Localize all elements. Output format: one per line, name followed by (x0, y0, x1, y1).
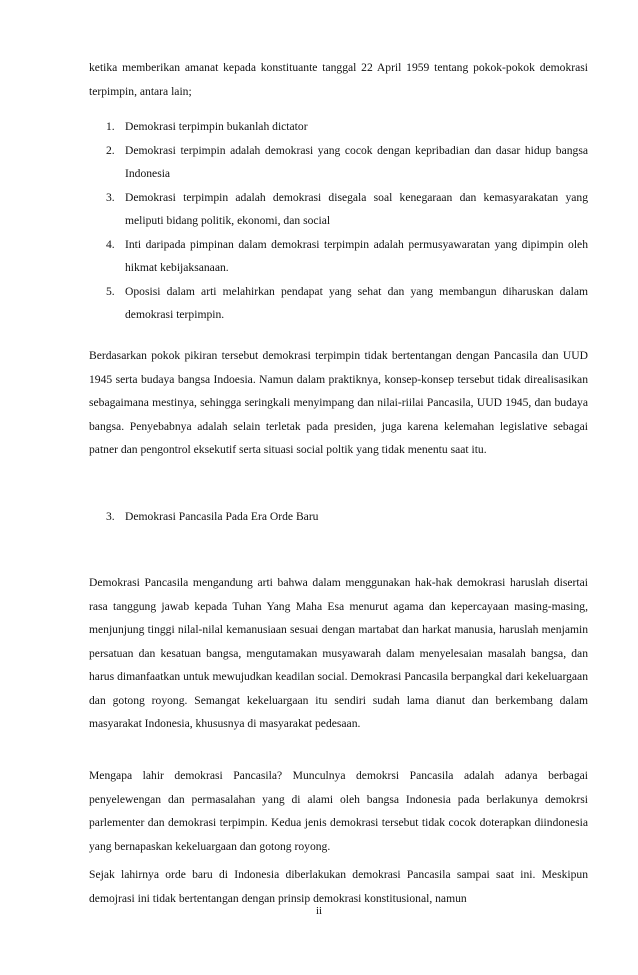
paragraph-text: Sejak lahirnya orde baru di Indonesia diberlakukan demokrasi Pancasila sampai saat ini. Meskipun demojrasi ini tidak bertentangan dengan prinsip demokrasi konstitusional, namun (89, 868, 588, 905)
intro-paragraph (89, 56, 588, 103)
list-item (89, 139, 588, 186)
paragraph-sejak (89, 863, 588, 910)
paragraph-text: Demokrasi Pancasila mengandung arti bahwa dalam menggunakan hak-hak demokrasi haruslah disertai rasa tanggung jawab kepada Tuhan Yang Maha Esa menurut agama dan kepercayaan masing-masing, menjunjung tinggi nilal-nilal kemanusiaan sesuai dengan martabat dan harkat manusia, haruslah menjamin persatuan dan kesatuan bangsa, mengutamakan musyawarah dalam menyelesaian masalah bangsa, dan harus dimanfaatkan untuk mewujudkan keadilan social. Demokrasi Pancasila berpangkal dari kekeluargaan dan gotong royong. Semangat kekeluargaan itu sendiri sudah lama dianut dan berkembang dalam masyarakat Indonesia, khususnya di masyarakat pedesaan. (89, 576, 588, 730)
intro-text: ketika memberikan amanat kepada konstituante tanggal 22 April 1959 tentang pokok-pokok demokrasi terpimpin, antara lain; (89, 61, 588, 98)
list-item-text: Demokrasi terpimpin adalah demokrasi disegala soal kenegaraan dan kemasyarakatan yang meliputi bidang politik, ekonomi, dan social (125, 190, 588, 227)
paragraph-text: Mengapa lahir demokrasi Pancasila? Munculnya demokrsi Pancasila adalah adanya berbagai penyelewengan dan permasalahan yang di alami oleh bangsa Indonesia pada berlakunya demokrsi parlementer dan demokrasi terpimpin. Kedua jenis demokrasi tersebut tidak cocok doterapkan diindonesia yang bernapaskan kekeluargaan dan gotong royong. (89, 769, 588, 853)
section-heading-number: 3. (106, 510, 115, 523)
list-item-text: Demokrasi terpimpin bukanlah dictator (125, 120, 308, 133)
paragraph-demokrasi-pancasila (89, 571, 588, 736)
list-item-text: Demokrasi terpimpin adalah demokrasi yang cocok dengan kepribadian dan dasar hidup bangsa Indonesia (125, 143, 588, 180)
paragraph-text: Berdasarkan pokok pikiran tersebut demokrasi terpimpin tidak bertentangan dengan Pancasila dan UUD 1945 serta budaya bangsa Indoesia. Namun dalam praktiknya, konsep-konsep tersebut tidak direalisasikan sebagaimana mestinya, sehingga seringkali menyimpang dan nilai-riilai Pancasila, UUD 1945, dan budaya bangsa. Penyebabnya adalah selain terletak pada presiden, juga karena kelemahan legislative sebagai patner dan pengontrol eksekutif serta situasi social poltik yang tidak menentu saat itu. (89, 349, 588, 456)
list-item (89, 115, 588, 139)
list-item-number: 5. (106, 284, 115, 298)
list-item-text: Oposisi dalam arti melahirkan pendapat yang sehat dan yang membangun diharuskan dalam demokrasi terpimpin. (125, 284, 588, 321)
list-item-number: 4. (106, 237, 115, 251)
paragraph-mengapa (89, 764, 588, 858)
list-item-number: 1. (106, 120, 115, 133)
list-item-number: 3. (106, 190, 115, 204)
section-heading (89, 505, 588, 529)
list-item (89, 233, 588, 280)
list-item-number: 2. (106, 143, 115, 157)
section-heading-text: Demokrasi Pancasila Pada Era Orde Baru (125, 510, 319, 523)
list-item (89, 186, 588, 233)
list-item-text: Inti daripada pimpinan dalam demokrasi terpimpin adalah permusyawaratan yang dipimpin oleh hikmat kebijaksanaan. (125, 237, 588, 274)
paragraph-berdasarkan (89, 344, 588, 462)
list-item (89, 280, 588, 327)
principles-list (89, 115, 588, 327)
page-number: ii (315, 905, 323, 917)
